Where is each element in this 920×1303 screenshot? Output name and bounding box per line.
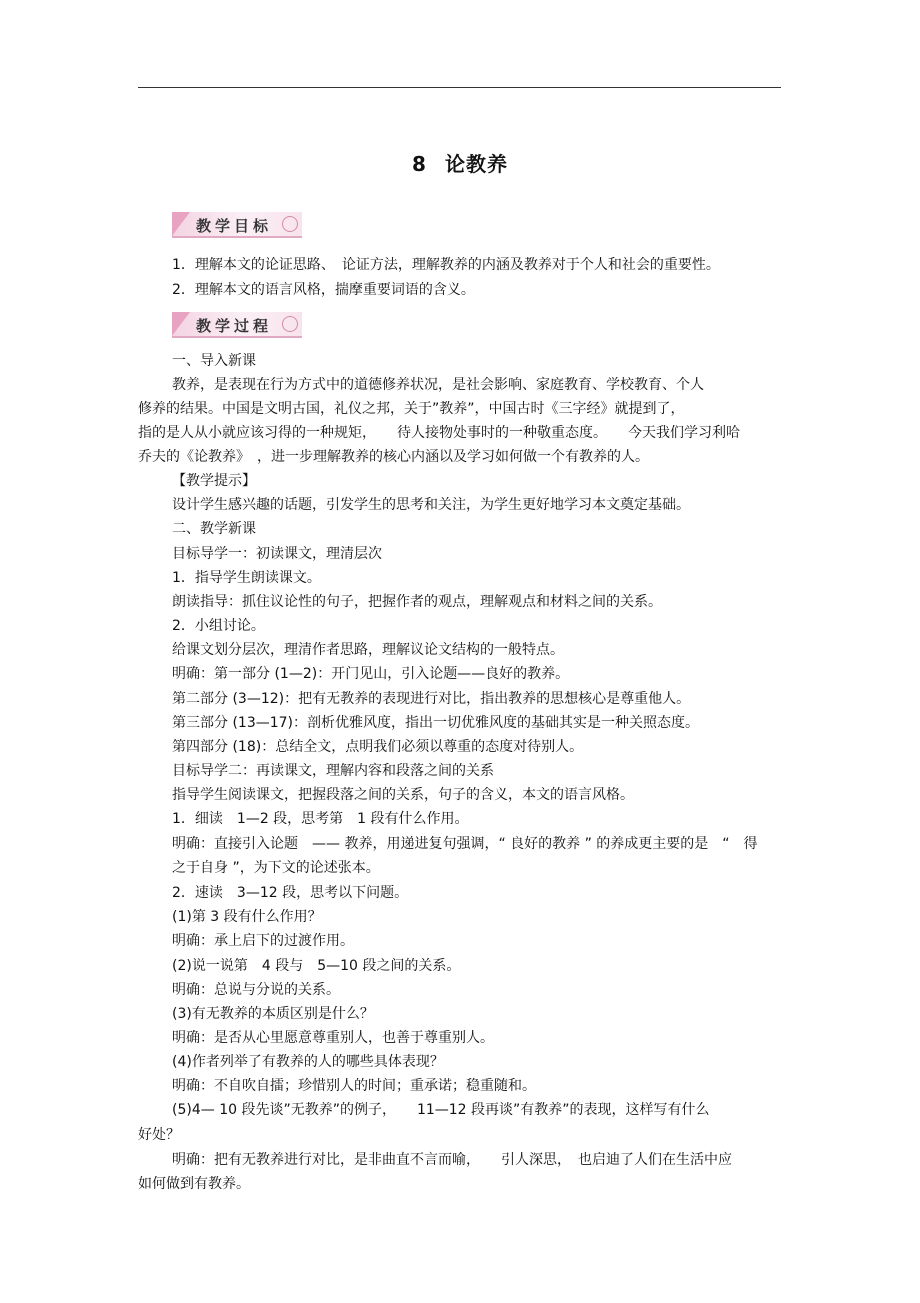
- lesson-number: 8: [412, 152, 427, 176]
- text-line: 【教学提示】: [172, 473, 256, 489]
- text-line: 明确：第一部分 (1—2)：开门见山，引入论题——良好的教养。: [172, 666, 570, 682]
- text-line: 1．指导学生朗读课文。: [172, 570, 321, 586]
- text-line: 乔夫的《论教养》 ，进一步理解教养的核心内涵以及学习如何做一个有教养的人。: [138, 449, 649, 465]
- text-line: (4)作者列举了有教养的人的哪些具体表现？: [172, 1054, 444, 1070]
- text-line: 指的是人从小就应该习得的一种规矩， 待人接物处事时的一种敬重态度。 今天我们学习利哈: [138, 425, 740, 441]
- section-badge-process: [172, 312, 302, 338]
- text-line: 明确：承上启下的过渡作用。: [172, 933, 354, 949]
- text-line: 朗读指导：抓住议论性的句子，把握作者的观点，理解观点和材料之间的关系。: [172, 594, 662, 610]
- text-line: 2．小组讨论。: [172, 618, 265, 634]
- text-line: 一、导入新课: [172, 353, 256, 369]
- text-line: 明确：把有无教养进行对比，是非曲直不言而喻， 引人深思， 也启迪了人们在生活中应: [172, 1152, 732, 1168]
- badge-ornament-icon: [282, 316, 298, 332]
- text-line: 明确：直接引入论题 —— 教养，用递进复句强调，“ 良好的教养 ” 的养成更主要的是 “ 得: [172, 836, 758, 852]
- text-line: (3)有无教养的本质区别是什么？: [172, 1006, 374, 1022]
- text-line: 之于自身 ”，为下文的论述张本。: [172, 860, 380, 876]
- text-line: 第二部分 (3—12)：把有无教养的表现进行对比，指出教养的思想核心是尊重他人。: [172, 691, 691, 707]
- text-line: 设计学生感兴趣的话题，引发学生的思考和关注，为学生更好地学习本文奠定基础。: [172, 497, 690, 513]
- badge-corner-icon: [172, 312, 190, 336]
- text-line: 明确：总说与分说的关系。: [172, 982, 340, 998]
- text-line: 如何做到有教养。: [138, 1176, 250, 1192]
- text-line: 第三部分 (13—17)：剖析优雅风度，指出一切优雅风度的基础其实是一种关照态度。: [172, 715, 700, 731]
- badge-corner-icon: [172, 212, 190, 236]
- text-line: 2．速读 3—12 段，思考以下问题。: [172, 885, 409, 901]
- text-line: 好处？: [138, 1127, 180, 1143]
- text-line: 1．理解本文的论证思路、 论证方法，理解教养的内涵及教养对于个人和社会的重要性。: [172, 257, 720, 273]
- header-rule: [138, 87, 781, 88]
- text-line: 目标导学二：再读课文，理解内容和段落之间的关系: [172, 763, 494, 779]
- text-line: 第四部分 (18)：总结全文，点明我们必须以尊重的态度对待别人。: [172, 739, 584, 755]
- text-line: (2)说一说第 4 段与 5—10 段之间的关系。: [172, 958, 461, 974]
- text-line: 2．理解本文的语言风格，揣摩重要词语的含义。: [172, 282, 475, 298]
- page-title: [0, 148, 920, 177]
- text-line: 教养，是表现在行为方式中的道德修养状况，是社会影响、家庭教育、学校教育、个人: [172, 377, 704, 393]
- lesson-title: 论教养: [444, 152, 508, 176]
- text-line: 明确：是否从心里愿意尊重别人，也善于尊重别人。: [172, 1030, 494, 1046]
- section-badge-label: 教学过程: [196, 317, 273, 335]
- text-line: 指导学生阅读课文，把握段落之间的关系，句子的含义，本文的语言风格。: [172, 787, 634, 803]
- section-badge-goals: [172, 212, 302, 238]
- text-line: 给课文划分层次，理清作者思路，理解议论文结构的一般特点。: [172, 642, 564, 658]
- text-line: 明确：不自吹自擂；珍惜别人的时间；重承诺；稳重随和。: [172, 1078, 536, 1094]
- text-line: 修养的结果。中国是文明古国，礼仪之邦，关于”教养”，中国古时《三字经》就提到了，: [138, 401, 685, 417]
- text-line: 二、教学新课: [172, 521, 256, 537]
- text-line: (5)4— 10 段先谈”无教养”的例子， 11—12 段再谈”有教养”的表现，这样写有什么: [172, 1102, 710, 1118]
- badge-ornament-icon: [282, 216, 298, 232]
- text-line: 1．细读 1—2 段，思考第 1 段有什么作用。: [172, 811, 469, 827]
- text-line: (1)第 3 段有什么作用？: [172, 909, 322, 925]
- section-badge-label: 教学目标: [196, 217, 273, 235]
- text-line: 目标导学一：初读课文，理清层次: [172, 546, 382, 562]
